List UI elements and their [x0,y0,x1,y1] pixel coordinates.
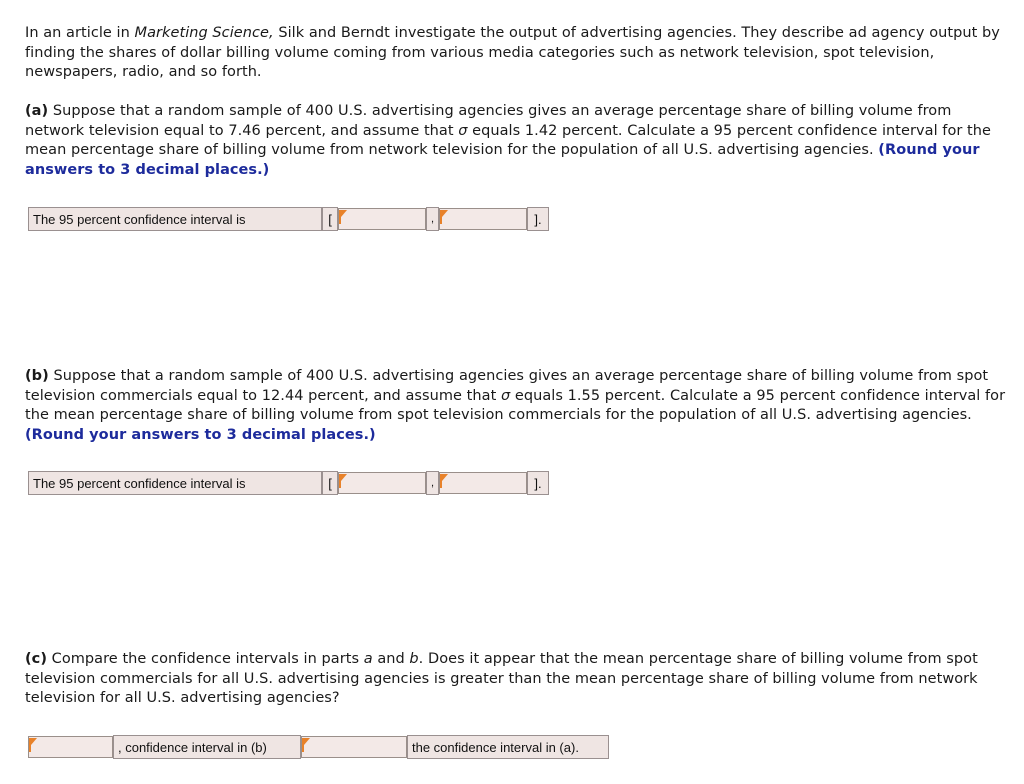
part-b-question [25,367,1010,445]
part-a-upper-bound-input[interactable] [439,208,527,230]
intro-text-1: In an article in [25,25,135,41]
part-a-answer-row [28,207,549,231]
sigma-symbol: σ [500,387,511,404]
part-c-question [25,650,1010,709]
part-c-answer-row [28,735,609,759]
part-b-upper-bound-input[interactable] [439,472,527,494]
part-b-label: (b) [25,368,49,384]
comma-separator: , [426,207,439,231]
flag-icon [341,210,347,217]
flag-icon [442,210,448,217]
intro-paragraph [25,24,1010,83]
part-c-label: (c) [25,651,47,667]
part-b-row-label: The 95 percent confidence interval is [28,471,322,495]
open-bracket: [ [322,207,338,231]
part-b-lower-bound-input[interactable] [338,472,426,494]
flag-icon [31,738,37,745]
part-b-ref: b [409,651,419,667]
part-a-ref: a [363,651,373,667]
comma-separator: , [426,471,439,495]
part-b-text-2: equals 1.55 percent. Calculate a 95 percent confidence interval for the mean percentage share of billing volume from spot television commercials for the population of all U.S. advertising agencies. [25,387,1006,423]
sigma-symbol: σ [458,122,468,139]
close-bracket: ]. [527,207,549,231]
part-a-text-1: Suppose that a random sample of 400 U.S. advertising agencies gives an average percentage share of billing volume from network television equal to 7.46 percent, and assume that [25,103,952,139]
part-b-round-note: (Round your answers to 3 decimal places.) [25,426,376,443]
part-a-question [25,102,1010,180]
close-bracket: ]. [527,471,549,495]
part-c-and: and [372,651,410,667]
part-a-round-note: (Round your answers to 3 decimal places.) [25,142,980,178]
part-c-end-text: the confidence interval in (a). [407,735,609,759]
journal-name: Marketing Science, [134,25,274,41]
part-a-row-label: The 95 percent confidence interval is [28,207,322,231]
intro-text-2: Silk and Berndt investigate the output of advertising agencies. They describe ad agency output by finding the shares of dollar billing volume coming from various media categories such as network television, spot television, newspapers, radio, and so forth. [25,25,1000,80]
part-a-lower-bound-input[interactable] [338,208,426,230]
part-c-select-1[interactable] [28,736,113,758]
part-b-answer-row [28,471,549,495]
part-c-text-2: . Does it appear that the mean percentage share of billing volume from spot television commercials for all U.S. advertising agencies is greater than the mean percentage share of billing volume from network television for all U.S. advertising agencies? [25,651,978,706]
part-a-text-2: equals 1.42 percent. Calculate a 95 percent confidence interval for the mean percentage share of billing volume from network television for the population of all U.S. advertising agencies. [25,122,991,158]
flag-icon [304,738,310,745]
part-c-select-2[interactable] [301,736,407,758]
flag-icon [341,474,347,481]
open-bracket: [ [322,471,338,495]
part-a-label: (a) [25,103,49,119]
part-b-text-1: Suppose that a random sample of 400 U.S. advertising agencies gives an average percentage share of billing volume from spot television commercials equal to 12.44 percent, and assume that [25,368,989,404]
part-c-mid-text: , confidence interval in (b) [113,735,301,759]
part-c-text-1: Compare the confidence intervals in parts [47,651,364,667]
flag-icon [442,474,448,481]
